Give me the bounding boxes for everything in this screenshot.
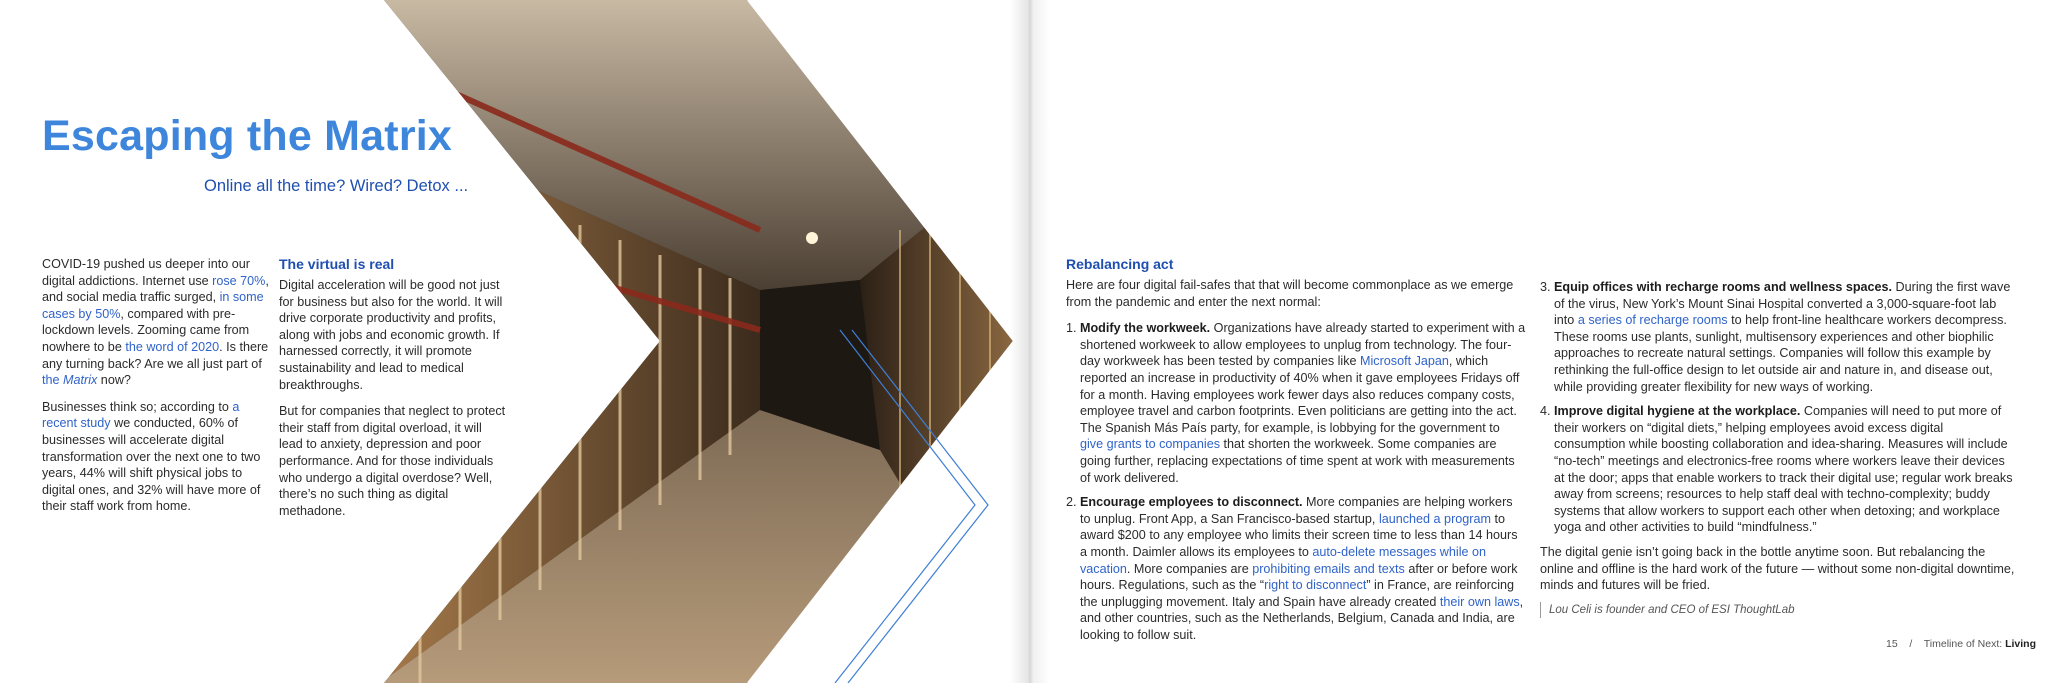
list-item-text <box>1080 495 1523 642</box>
text-run: , compared with pre-lockdown levels. Zooming came from nowhere to be <box>42 306 250 354</box>
page-footer <box>1886 638 2036 650</box>
inline-link[interactable]: give grants to companies <box>1080 437 1221 452</box>
item-lead-in: Improve digital hygiene at the workplace. <box>1554 404 1801 419</box>
text-run: that shorten the workweek. Some companies are going further, replacing expectations of time spent at work with measurements of work delivered. <box>1080 437 1515 485</box>
list-number: 2. <box>1066 495 1077 510</box>
inline-link[interactable]: the word of 2020 <box>125 339 220 354</box>
failsafe-list-part-2 <box>1540 279 2018 536</box>
text-run: , and other countries, such as the Netherlands, Belgium, Canada and India, are looking to follow suit. <box>1080 594 1524 642</box>
inline-link[interactable]: their own laws <box>1439 594 1520 609</box>
article-subtitle: Online all the time? Wired? Detox ... <box>204 177 469 195</box>
intro-paragraph <box>42 256 270 389</box>
text-run: Companies will need to put more of their workers on “digital diets,” helping employees avoid excess digital consumption while boosting collaboration and idea-sharing. Measures will include “no-tech” meetings and electronics-free rooms where workers leave their devices at the door; apps that enable workers to track their digital use; regular work breaks away from screens; resources to help staff deal with techno-complexity; buddy systems that allow workers to support each other when detoxing; and workplace yoga and other activities to build “mindfulness.” <box>1554 404 2013 535</box>
list-item-text <box>1080 321 1525 484</box>
inline-link[interactable]: prohibiting emails and texts <box>1252 561 1405 576</box>
text-run: now? <box>97 373 131 388</box>
inline-link[interactable]: a series of recharge rooms <box>1577 313 1728 328</box>
list-item <box>1066 320 1526 486</box>
section-heading-rebalancing: Rebalancing act <box>1066 256 1174 272</box>
inline-link[interactable]: rose 70% <box>212 273 266 288</box>
virtual-paragraph-2: But for companies that neglect to protect their staff from digital overload, it will lead to anxiety, depression and poor performance. And for those individuals who undergo a digital overdose? Well, there’s no such thing as digital methadone. <box>279 404 506 518</box>
text-run: to help front-line healthcare workers decompress. These rooms use plants, sunlight, multisensory experiences and other biophilic approaches to recreate natural settings. Companies will follow this example by rethinking the full-office design to let outside air and nature in, and disease out, while providing greater flexibility for new ways of working. <box>1554 313 2007 394</box>
article-title: Escaping the Matrix <box>42 112 453 160</box>
footer-section-prefix: Timeline of Next: <box>1923 638 2006 650</box>
text-run: . Is there any turning back? Are we all just part of <box>42 339 269 371</box>
page-number: 15 <box>1886 638 1898 650</box>
footer-section-name: Living <box>2005 638 2036 650</box>
failsafe-list-part-1 <box>1066 320 1526 643</box>
list-item <box>1540 279 2018 395</box>
text-run: During the first wave of the virus, New York’s Mount Sinai Hospital converted a 3,000-square-foot lab into <box>1554 280 2011 328</box>
left-page <box>0 0 1022 683</box>
page-gutter-shadow <box>1010 0 1050 683</box>
inline-link[interactable]: auto-delete messages while on vacation <box>1080 544 1487 576</box>
list-number: 1. <box>1066 321 1077 336</box>
virtual-paragraph-1: Digital acceleration will be good not just for business but also for the world. It will drive corporate productivity and profits, along with jobs and economic growth. If harnessed correctly, it will promote sustainability and lead to medical breakthroughs. <box>279 278 503 392</box>
text-run: COVID-19 pushed us deeper into our digital addictions. Internet use <box>42 257 250 288</box>
right-column-a <box>1066 256 1526 651</box>
text-run: Organizations have already started to experiment with a shortened workweek to allow employees to unplug from technology. The four-day workweek has been tested by companies like <box>1080 321 1526 369</box>
inline-link[interactable]: Microsoft Japan <box>1360 354 1449 369</box>
list-item-text <box>1554 404 2013 534</box>
rebalancing-intro: Here are four digital fail-safes that that will become commonplace as we emerge from the pandemic and enter the next normal: <box>1066 278 1514 309</box>
list-item <box>1540 403 2018 536</box>
right-page <box>1022 0 2048 683</box>
text-run: More companies are helping workers to unplug. Front App, a San Francisco-based startup, <box>1080 495 1513 526</box>
left-column-a <box>42 256 270 525</box>
text-run: we conducted, 60% of businesses will accelerate digital transformation over the next one to two years, 44% will shift physical jobs to digital ones, and 32% will have more of their staff work from home. <box>42 416 261 514</box>
inline-link[interactable]: a recent study <box>42 399 240 431</box>
inline-link[interactable]: Matrix <box>63 373 98 388</box>
inline-link[interactable]: right to disconnect <box>1264 578 1367 593</box>
text-run: Businesses think so; according to <box>42 399 233 414</box>
inline-link[interactable]: in some cases by 50% <box>42 290 264 321</box>
text-run: , and social media traffic surged, <box>42 273 269 305</box>
text-run: , which reported an increase in productivity of 40% when it gave employees Fridays off for a month. Having employees work fewer days also reduces company costs, employee travel and carbon footprints. Even politicians are getting into the act. The Spanish Más País party, for example, is lobbying for the government to <box>1080 354 1520 435</box>
businesses-paragraph <box>42 399 270 515</box>
text-run: after or before work hours. Regulations, such as the “ <box>1080 561 1518 593</box>
closing-paragraph: The digital genie isn’t going back in the bottle anytime soon. But rebalancing the online and offline is the hard work of the future — without some non-digital downtime, minds and futures will be fried. <box>1540 544 2015 593</box>
footer-separator: / <box>1909 638 1913 650</box>
right-column-b <box>1540 279 2018 618</box>
left-column-b <box>279 256 507 529</box>
inline-link[interactable]: launched a program <box>1378 511 1491 526</box>
list-number: 3. <box>1540 280 1551 294</box>
author-attribution: Lou Celi is founder and CEO of ESI ThoughtLab <box>1540 602 2018 619</box>
text-run: . More companies are <box>1126 561 1253 576</box>
item-lead-in: Modify the workweek. <box>1080 321 1211 336</box>
item-lead-in: Encourage employees to disconnect. <box>1080 495 1303 510</box>
text-run: ” in France, are reinforcing the unplugging movement. Italy and Spain have already created <box>1080 578 1515 609</box>
list-item <box>1066 494 1526 643</box>
item-lead-in: Equip offices with recharge rooms and wellness spaces. <box>1554 280 1893 294</box>
section-heading-virtual: The virtual is real <box>279 256 395 272</box>
list-number: 4. <box>1540 404 1551 419</box>
text-run: to award $200 to any employee who limits their screen time to less than 14 hours a month. Daimler allows its employees to <box>1080 511 1518 559</box>
inline-link[interactable]: the <box>42 373 64 388</box>
list-item-text <box>1554 280 2010 394</box>
